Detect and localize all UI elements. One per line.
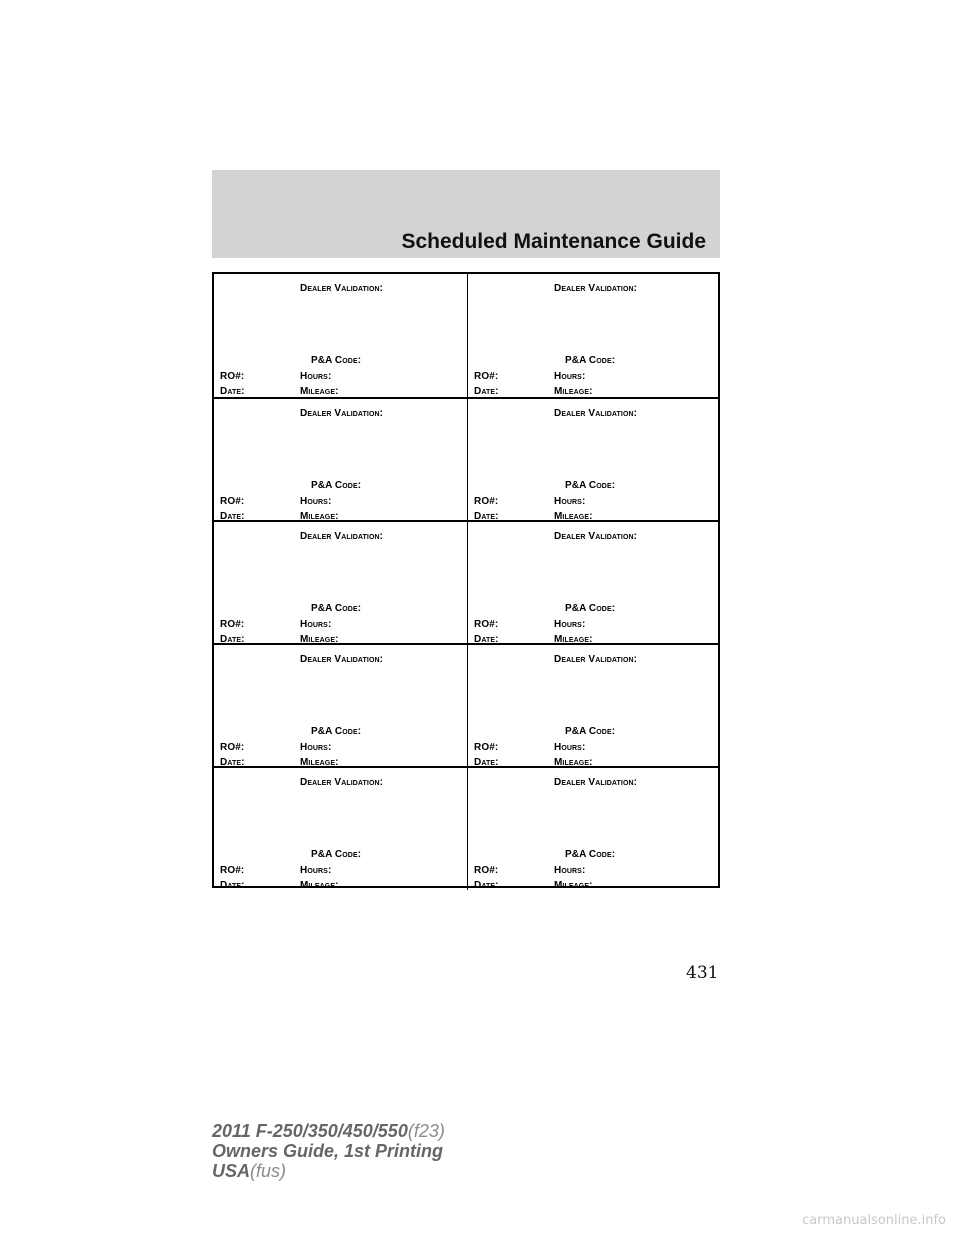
mileage-label: Mileage:	[554, 511, 593, 522]
date-label: Date:	[220, 757, 245, 768]
record-cell	[468, 522, 720, 644]
pa-code-label: P&A Code:	[565, 355, 616, 366]
hours-label: Hours:	[300, 496, 332, 507]
ro-number-label: RO#:	[220, 371, 245, 382]
dealer-validation-label: Dealer Validation:	[300, 531, 384, 542]
hours-label: Hours:	[300, 865, 332, 876]
pa-code-label: P&A Code:	[311, 355, 362, 366]
page-number: 431	[686, 963, 719, 983]
date-label: Date:	[220, 511, 245, 522]
record-row	[214, 274, 718, 398]
dealer-validation-label: Dealer Validation:	[300, 654, 384, 665]
pa-code-label: P&A Code:	[565, 603, 616, 614]
record-row	[214, 643, 718, 767]
page-title: Scheduled Maintenance Guide	[401, 230, 706, 253]
record-cell	[214, 645, 466, 767]
record-cell	[468, 645, 720, 767]
footer-model-code: (f23)	[407, 1121, 445, 1141]
dealer-validation-label: Dealer Validation:	[300, 777, 384, 788]
dealer-validation-label: Dealer Validation:	[554, 283, 638, 294]
dealer-validation-label: Dealer Validation:	[554, 654, 638, 665]
mileage-label: Mileage:	[554, 757, 593, 768]
mileage-label: Mileage:	[300, 386, 339, 397]
hours-label: Hours:	[554, 496, 586, 507]
pa-code-label: P&A Code:	[311, 480, 362, 491]
date-label: Date:	[474, 386, 499, 397]
mileage-label: Mileage:	[554, 880, 593, 891]
record-row	[214, 766, 718, 890]
footer-model: 2011 F-250/350/450/550	[212, 1121, 408, 1141]
hours-label: Hours:	[300, 371, 332, 382]
ro-number-label: RO#:	[474, 742, 499, 753]
dealer-validation-label: Dealer Validation:	[554, 408, 638, 419]
ro-number-label: RO#:	[474, 619, 499, 630]
footer-market: USA	[212, 1161, 251, 1181]
date-label: Date:	[220, 634, 245, 645]
footer-market-code: (fus)	[250, 1161, 287, 1181]
mileage-label: Mileage:	[554, 634, 593, 645]
pa-code-label: P&A Code:	[311, 726, 362, 737]
pa-code-label: P&A Code:	[565, 849, 616, 860]
ro-number-label: RO#:	[474, 371, 499, 382]
dealer-validation-label: Dealer Validation:	[300, 283, 384, 294]
record-cell	[468, 274, 720, 398]
hours-label: Hours:	[554, 371, 586, 382]
record-row	[214, 520, 718, 644]
dealer-validation-label: Dealer Validation:	[554, 777, 638, 788]
footer-line-1	[212, 1121, 445, 1141]
header-band	[212, 170, 720, 258]
pa-code-label: P&A Code:	[311, 849, 362, 860]
dealer-validation-label: Dealer Validation:	[300, 408, 384, 419]
pa-code-label: P&A Code:	[565, 480, 616, 491]
ro-number-label: RO#:	[220, 742, 245, 753]
ro-number-label: RO#:	[220, 865, 245, 876]
mileage-label: Mileage:	[300, 634, 339, 645]
date-label: Date:	[220, 880, 245, 891]
mileage-label: Mileage:	[300, 757, 339, 768]
hours-label: Hours:	[554, 619, 586, 630]
hours-label: Hours:	[554, 742, 586, 753]
ro-number-label: RO#:	[474, 496, 499, 507]
date-label: Date:	[474, 880, 499, 891]
hours-label: Hours:	[300, 742, 332, 753]
hours-label: Hours:	[300, 619, 332, 630]
record-cell	[214, 274, 466, 398]
ro-number-label: RO#:	[220, 619, 245, 630]
record-row	[214, 397, 718, 521]
footer-imprint	[212, 1121, 445, 1181]
maintenance-record-grid	[212, 272, 720, 891]
dealer-validation-label: Dealer Validation:	[554, 531, 638, 542]
mileage-label: Mileage:	[554, 386, 593, 397]
ro-number-label: RO#:	[220, 496, 245, 507]
record-cell	[468, 399, 720, 521]
watermark-text: carmanualsonline.info	[802, 1213, 946, 1228]
record-cell	[214, 522, 466, 644]
date-label: Date:	[474, 634, 499, 645]
pa-code-label: P&A Code:	[565, 726, 616, 737]
footer-line-2: Owners Guide, 1st Printing	[212, 1141, 444, 1161]
mileage-label: Mileage:	[300, 511, 339, 522]
date-label: Date:	[220, 386, 245, 397]
date-label: Date:	[474, 511, 499, 522]
pa-code-label: P&A Code:	[311, 603, 362, 614]
hours-label: Hours:	[554, 865, 586, 876]
ro-number-label: RO#:	[474, 865, 499, 876]
record-cell	[468, 768, 720, 890]
record-cell	[214, 768, 466, 890]
mileage-label: Mileage:	[300, 880, 339, 891]
record-cell	[214, 399, 466, 521]
date-label: Date:	[474, 757, 499, 768]
footer-line-3	[212, 1161, 445, 1181]
